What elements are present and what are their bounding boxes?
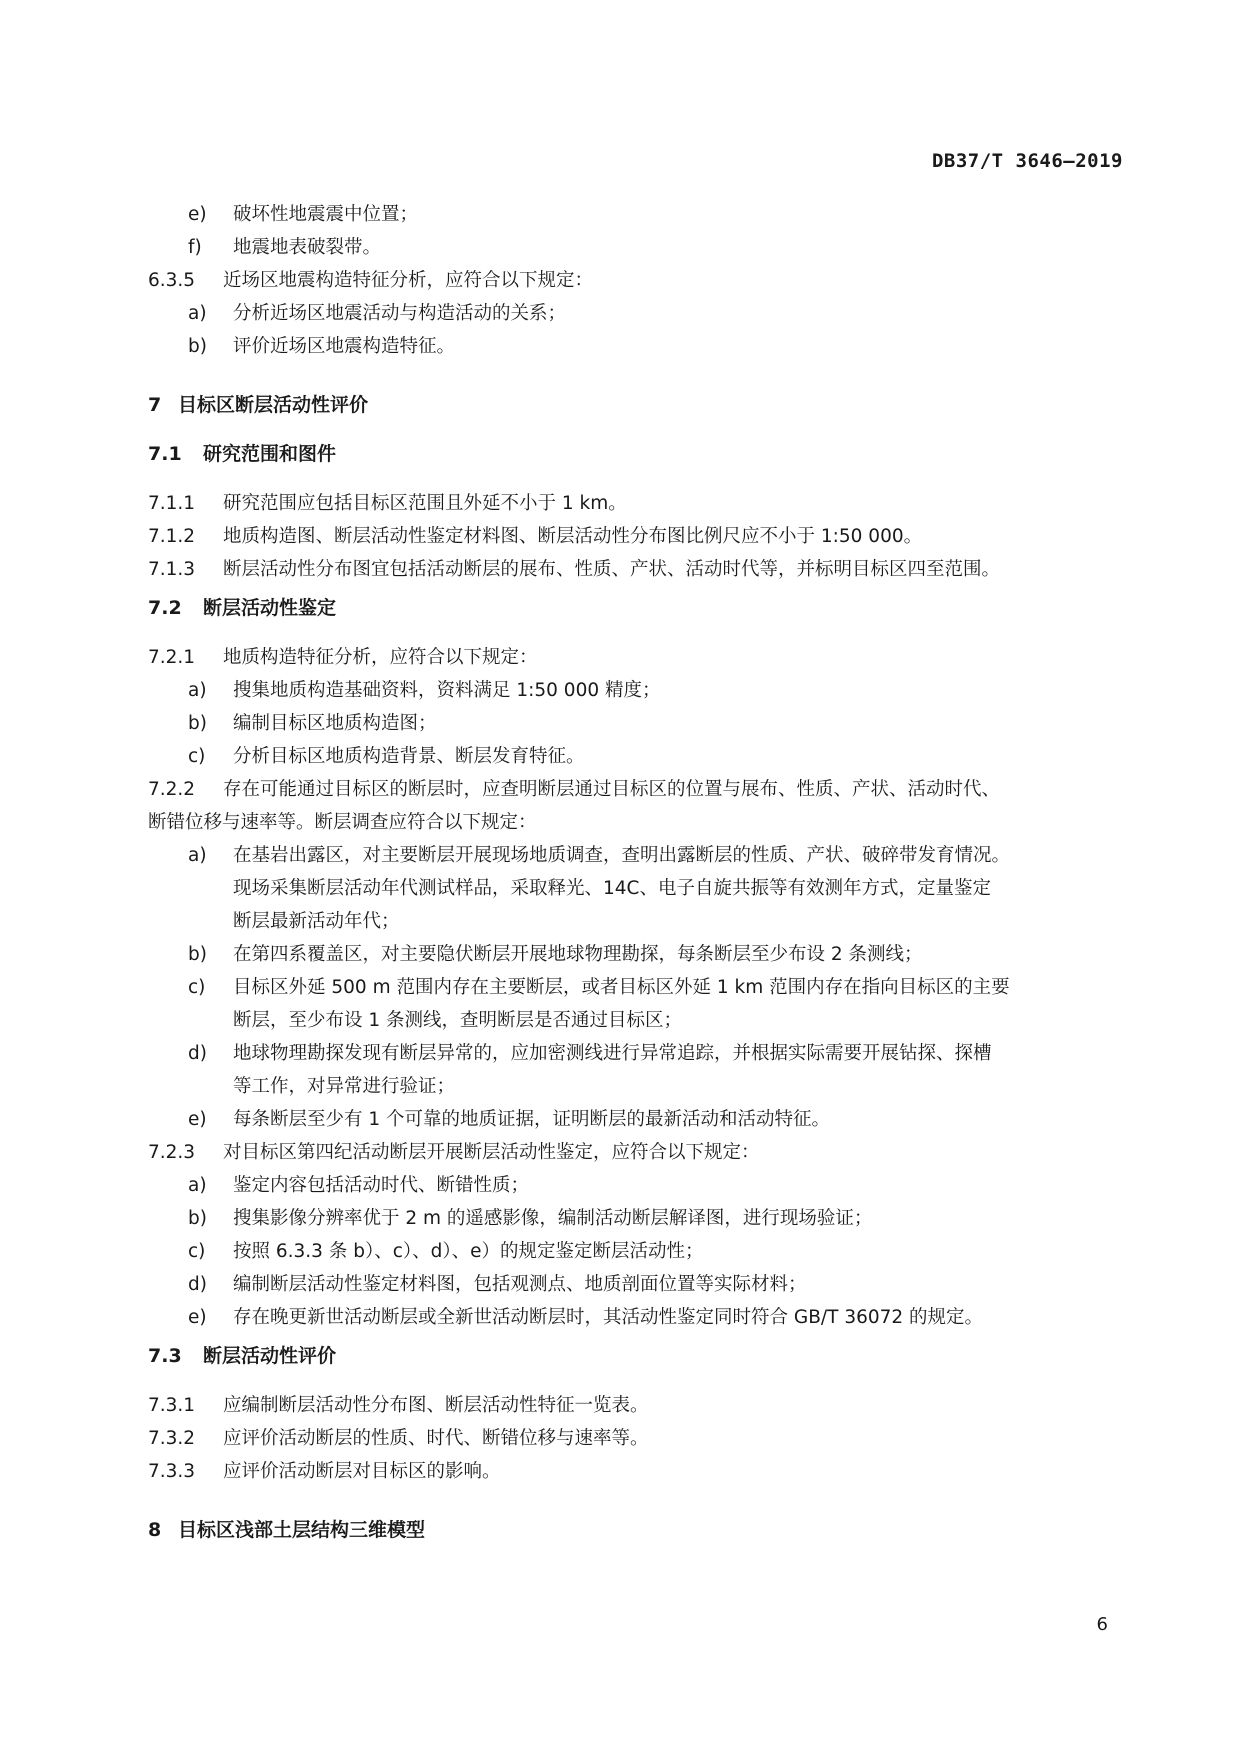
list-item (148, 297, 1123, 330)
list-text: 按照 6.3.3 条 b）、c）、d）、e）的规定鉴定断层活动性； (233, 1241, 704, 1262)
list-marker: c) (188, 977, 206, 998)
section-number: 7.3 (148, 1345, 182, 1367)
list-item (148, 1301, 1123, 1334)
list-marker: f) (188, 237, 202, 258)
list-marker: b) (188, 1208, 207, 1229)
clause-text: 应评价活动断层的性质、时代、断错位移与速率等。 (223, 1428, 649, 1449)
section-title: 目标区浅部土层结构三维模型 (178, 1519, 426, 1541)
section-heading-7 (148, 389, 1123, 422)
list-continuation: 等工作，对异常进行验证； (233, 1076, 456, 1097)
list-text: 地震地表破裂带。 (233, 237, 382, 258)
list-continuation: 断层最新活动年代； (233, 911, 400, 932)
clause-number: 6.3.5 (148, 270, 196, 291)
clause-6-3-5 (148, 264, 1123, 297)
list-marker: b) (188, 336, 207, 357)
list-text: 鉴定内容包括活动时代、断错性质； (233, 1175, 530, 1196)
list-item (148, 707, 1123, 740)
clause-number: 7.2.2 (148, 779, 196, 800)
clause-text: 应编制断层活动性分布图、断层活动性特征一览表。 (223, 1395, 649, 1416)
list-text: 每条断层至少有 1 个可靠的地质证据，证明断层的最新活动和活动特征。 (233, 1109, 831, 1130)
list-marker: b) (188, 713, 207, 734)
clause-7-1-1 (148, 487, 1123, 520)
list-marker: b) (188, 944, 207, 965)
clause-7-3-2 (148, 1422, 1123, 1455)
list-item (148, 674, 1123, 707)
list-text: 破坏性地震震中位置； (233, 204, 419, 225)
clause-text: 断层活动性分布图宜包括活动断层的展布、性质、产状、活动时代等，并标明目标区四至范围。 (223, 559, 1001, 580)
clause-text: 研究范围应包括目标区范围且外延不小于 1 km。 (223, 493, 627, 514)
clause-7-1-3 (148, 553, 1123, 586)
list-marker: e) (188, 204, 207, 225)
list-text: 搜集地质构造基础资料，资料满足 1:50 000 精度； (233, 680, 661, 701)
section-heading-7-2 (148, 592, 1123, 625)
list-text: 编制断层活动性鉴定材料图，包括观测点、地质剖面位置等实际材料； (233, 1274, 807, 1295)
list-text: 目标区外延 500 m 范围内存在主要断层，或者目标区外延 1 km 范围内存在指向目标区的主要 (233, 977, 1010, 998)
clause-number: 7.3.2 (148, 1428, 196, 1449)
clause-7-3-1 (148, 1389, 1123, 1422)
clause-text: 地质构造图、断层活动性鉴定材料图、断层活动性分布图比例尺应不小于 1:50 000。 (223, 526, 923, 547)
list-marker: c) (188, 1241, 206, 1262)
list-item (148, 971, 1123, 1004)
clause-text: 近场区地震构造特征分析，应符合以下规定： (223, 270, 594, 291)
list-item (148, 330, 1123, 363)
list-text: 地球物理勘探发现有断层异常的，应加密测线进行异常追踪，并根据实际需要开展钻探、探槽 (233, 1043, 992, 1064)
clause-7-2-3 (148, 1136, 1123, 1169)
clause-number: 7.1.2 (148, 526, 196, 547)
list-marker: d) (188, 1274, 207, 1295)
list-marker: a) (188, 303, 207, 324)
section-title: 目标区断层活动性评价 (178, 394, 369, 416)
clause-number: 7.2.3 (148, 1142, 196, 1163)
list-marker: d) (188, 1043, 207, 1064)
list-item (148, 198, 1123, 231)
section-number: 7.1 (148, 443, 182, 465)
clause-7-2-1 (148, 641, 1123, 674)
clause-number: 7.1.3 (148, 559, 196, 580)
section-heading-7-1 (148, 438, 1123, 471)
list-item (148, 740, 1123, 773)
clause-number: 7.2.1 (148, 647, 196, 668)
list-item (148, 1103, 1123, 1136)
section-title: 断层活动性评价 (203, 1345, 337, 1367)
clause-number: 7.1.1 (148, 493, 196, 514)
list-item (148, 231, 1123, 264)
list-marker: e) (188, 1307, 207, 1328)
section-number: 7 (148, 394, 162, 416)
list-text: 编制目标区地质构造图； (233, 713, 437, 734)
section-number: 8 (148, 1519, 162, 1541)
list-item (148, 1268, 1123, 1301)
clause-7-3-3 (148, 1455, 1123, 1488)
section-title: 断层活动性鉴定 (203, 597, 337, 619)
list-text: 存在晚更新世活动断层或全新世活动断层时，其活动性鉴定同时符合 GB/T 36072 的规定。 (233, 1307, 984, 1328)
page-body (148, 198, 1123, 1563)
list-marker: a) (188, 680, 207, 701)
list-text: 在第四系覆盖区，对主要隐伏断层开展地球物理勘探，每条断层至少布设 2 条测线； (233, 944, 923, 965)
list-item (148, 938, 1123, 971)
list-item (148, 839, 1123, 872)
page-number: 6 (1096, 1614, 1108, 1635)
clause-7-1-2 (148, 520, 1123, 553)
list-marker: a) (188, 845, 207, 866)
section-number: 7.2 (148, 597, 182, 619)
list-marker: a) (188, 1175, 207, 1196)
list-text: 分析目标区地质构造背景、断层发育特征。 (233, 746, 585, 767)
document-code: DB37/T 3646—2019 (931, 150, 1123, 172)
list-item (148, 1169, 1123, 1202)
list-text: 分析近场区地震活动与构造活动的关系； (233, 303, 567, 324)
clause-7-2-2 (148, 773, 1123, 806)
clause-number: 7.3.1 (148, 1395, 196, 1416)
clause-text: 地质构造特征分析，应符合以下规定： (223, 647, 538, 668)
section-heading-8 (148, 1514, 1123, 1547)
list-item (148, 1202, 1123, 1235)
list-continuation: 断层，至少布设 1 条测线，查明断层是否通过目标区； (233, 1010, 683, 1031)
section-heading-7-3 (148, 1340, 1123, 1373)
list-item (148, 1235, 1123, 1268)
section-title: 研究范围和图件 (203, 443, 337, 465)
list-item (148, 1037, 1123, 1070)
clause-text: 存在可能通过目标区的断层时，应查明断层通过目标区的位置与展布、性质、产状、活动时代、 (223, 779, 1001, 800)
list-text: 搜集影像分辨率优于 2 m 的遥感影像，编制活动断层解译图，进行现场验证； (233, 1208, 873, 1229)
clause-text: 应评价活动断层对目标区的影响。 (223, 1461, 501, 1482)
list-marker: c) (188, 746, 206, 767)
list-continuation: 现场采集断层活动年代测试样品，采取释光、14C、电子自旋共振等有效测年方式，定量鉴定 (233, 878, 991, 899)
list-text: 在基岩出露区，对主要断层开展现场地质调查，查明出露断层的性质、产状、破碎带发育情况。 (233, 845, 1011, 866)
clause-text: 对目标区第四纪活动断层开展断层活动性鉴定，应符合以下规定： (223, 1142, 760, 1163)
clause-number: 7.3.3 (148, 1461, 196, 1482)
list-text: 评价近场区地震构造特征。 (233, 336, 456, 357)
clause-continuation: 断错位移与速率等。断层调查应符合以下规定： (148, 812, 537, 833)
list-marker: e) (188, 1109, 207, 1130)
